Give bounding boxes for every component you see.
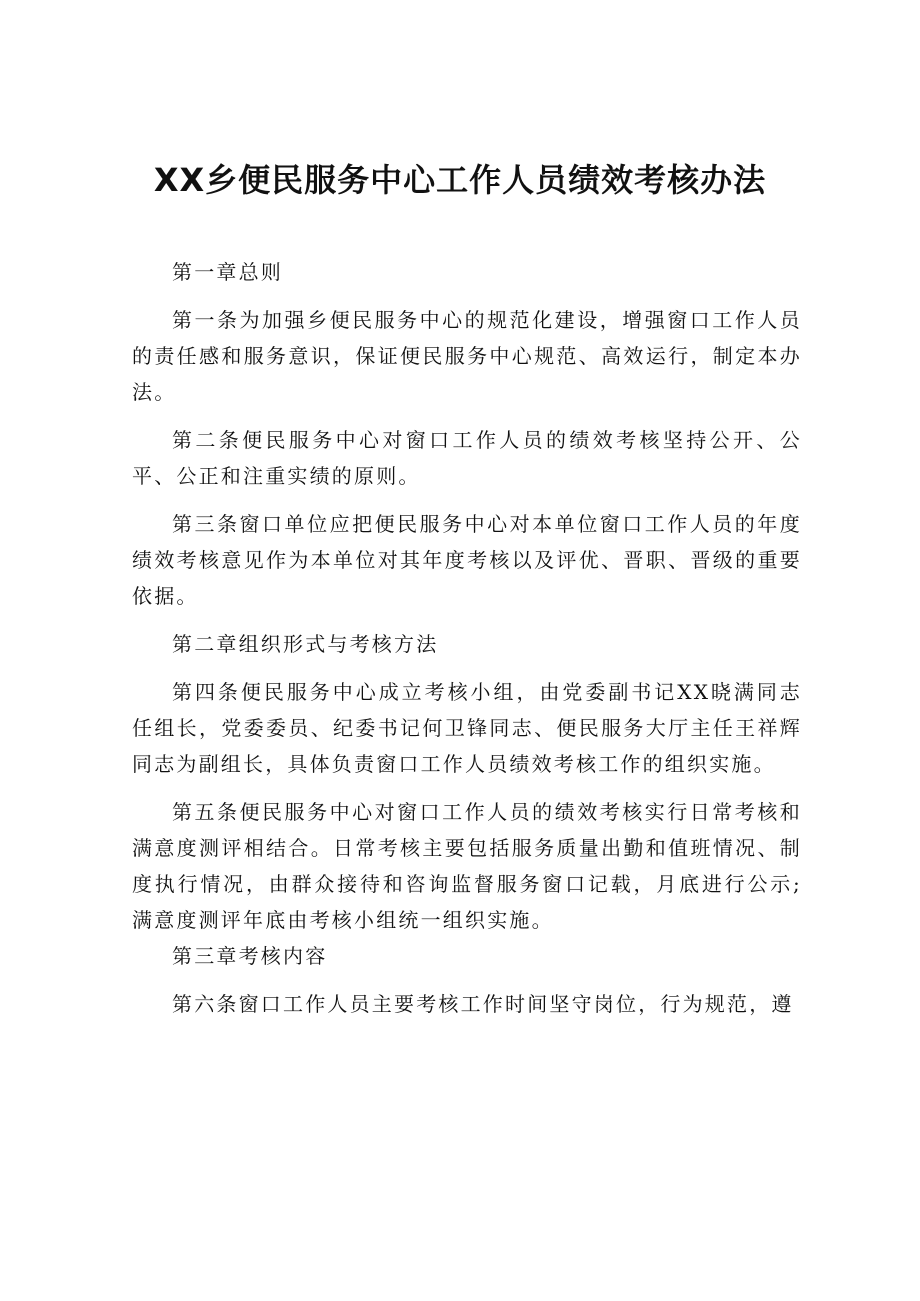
chapter-heading-3: 第三章考核内容 (172, 944, 328, 968)
document-body (132, 254, 802, 1034)
article-3: 第三条窗口单位应把便民服务中心对本单位窗口工作人员的年度绩效考核意见作为本单位对其年度考核以及评优、晋职、晋级的重要依据。 (132, 512, 802, 608)
article-4: 第四条便民服务中心成立考核小组，由党委副书记XX晓满同志任组长，党委委员、纪委书记何卫锋同志、便民服务大厅主任王祥辉同志为副组长，具体负责窗口工作人员绩效考核工作的组织实施。 (132, 680, 802, 776)
article-5: 第五条便民服务中心对窗口工作人员的绩效考核实行日常考核和满意度测评相结合。日常考核主要包括服务质量出勤和值班情况、制度执行情况，由群众接待和咨询监督服务窗口记载，月底进行公示;满意度测评年底由考核小组统一组织实施。 (132, 800, 802, 932)
article-6: 第六条窗口工作人员主要考核工作时间坚守岗位，行为规范，遵 (172, 992, 794, 1016)
document-title: XX乡便民服务中心工作人员绩效考核办法 (153, 161, 767, 199)
chapter-heading-1: 第一章总则 (172, 260, 283, 284)
article-1: 第一条为加强乡便民服务中心的规范化建设，增强窗口工作人员的责任感和服务意识，保证便民服务中心规范、高效运行，制定本办法。 (132, 308, 802, 404)
chapter-heading-2: 第二章组织形式与考核方法 (172, 632, 439, 656)
article-2: 第二条便民服务中心对窗口工作人员的绩效考核坚持公开、公平、公正和注重实绩的原则。 (132, 428, 802, 488)
